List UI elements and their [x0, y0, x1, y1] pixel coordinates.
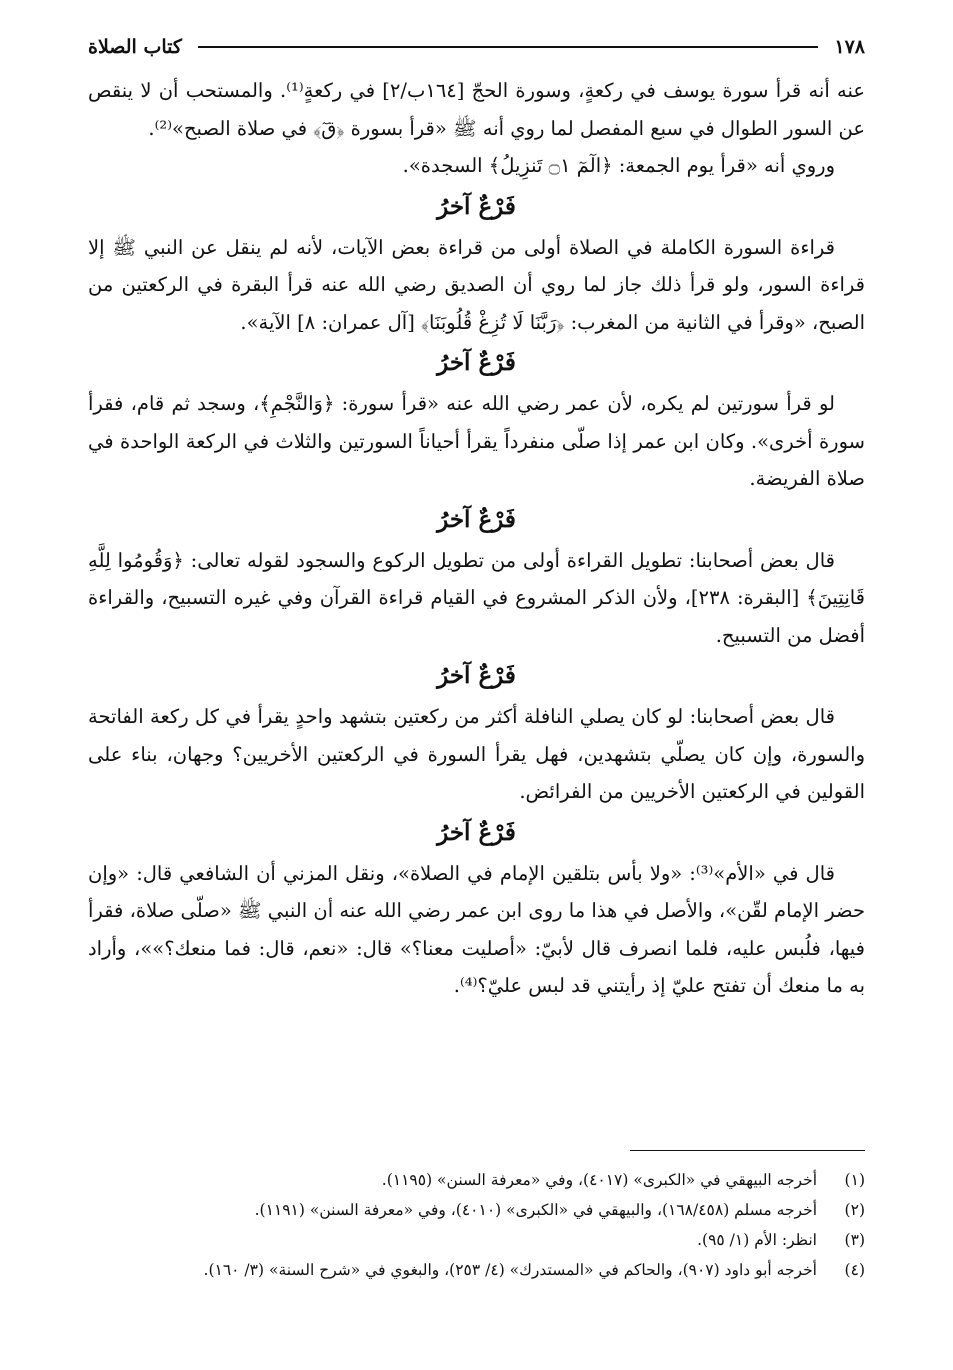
- footnote-separator: [630, 1150, 865, 1151]
- paragraph: قال بعض أصحابنا: تطويل القراءة أولى من تطويل الركوع والسجود لقوله تعالى: ﴿وَقُومُوا لِلَّهِ قَانِتِينَ﴾ [البقرة: ٢٣٨]، ولأن الذكر المشروع في القيام قراءة القرآن وفي غيره التسبيح، والقراءة أفضل من التسبيح.: [88, 548, 866, 647]
- footnote: [88, 1255, 865, 1285]
- paragraph: لو قرأ سورتين لم يكره، لأن عمر رضي الله عنه «قرأ سورة: ﴿وَالنَّجْمِ﴾، وسجد ثم قام، فقرأ سورة أخرى». وكان ابن عمر إذا صلّى منفرداً يقرأ أحياناً السورتين والثلاث في الركعة الواحدة في صلاة الفريضة.: [88, 392, 865, 490]
- main-text: [88, 72, 865, 1005]
- section-far: [88, 185, 865, 342]
- footnote-number: (٢): [844, 1201, 865, 1219]
- section-heading: فَرْعٌ آخرُ: [437, 662, 516, 689]
- section-heading: فَرْعٌ آخرُ: [437, 818, 516, 846]
- footnote-number: (١): [844, 1171, 865, 1189]
- page-number: ١٧٨: [834, 36, 865, 58]
- running-title: كتاب الصلاة: [88, 36, 182, 58]
- paragraph: قال بعض أصحابنا: لو كان يصلي النافلة أكثر من ركعتين بتشهد واحدٍ يقرأ في كل ركعة الفاتحة والسورة، وإن كان يصلّي بتشهدين، فهل يقرأ السورة في الركعتين الأخريين؟ وجهان، بناء على القولين في الركعتين الأخريين من الفرائض.: [88, 705, 865, 803]
- footnote: [88, 1165, 865, 1195]
- section-intro: [88, 72, 865, 185]
- book-page: [88, 30, 865, 1340]
- paragraph: قال في «الأم»⁽³⁾: «ولا بأس بتلقين الإمام في الصلاة»، ونقل المزني أن الشافعي قال: «وإن حضر الإمام لقّن»، والأصل في هذا ما روى ابن عمر رضي الله عنه أن النبي ﷺ «صلّى صلاة، فقرأ فيها، فلُبس عليه، فلما انصرف قال لأبيّ: «أصليت معنا؟» قال: «نعم، قال: فما منعك؟»»، وأراد به ما منعك أن تفتح عليّ إذ رأيتني قد لبس عليّ؟⁽⁴⁾.: [88, 861, 865, 997]
- footnote-text: أخرجه مسلم (١٦٨/٤٥٨)، والبيهقي في «الكبرى» (٤٠١٠)، وفي «معرفة السنن» (١١٩١).: [254, 1201, 817, 1219]
- footnote-number: (٤): [844, 1261, 865, 1279]
- section-heading: فَرْعٌ آخرُ: [437, 192, 516, 220]
- footnote-number: (٣): [844, 1231, 865, 1249]
- section-far: [88, 654, 865, 811]
- section-far: [88, 498, 865, 655]
- section-far: [88, 341, 865, 498]
- paragraph: وروي أنه «قرأ يوم الجمعة: ﴿الٓمٓ ۝١ تَنزِيلُ﴾ السجدة».: [402, 154, 835, 177]
- footnote-text: أخرجه أبو داود (٩٠٧)، والحاكم في «المستدرك» (٤/ ٢٥٣)، والبغوي في «شرح السنة» (٣/ ١٦٠).: [203, 1261, 817, 1279]
- section-far: [88, 811, 865, 1005]
- header-rule: [198, 46, 818, 48]
- footnotes: [88, 1150, 865, 1285]
- page-header: [88, 30, 865, 64]
- section-heading: فَرْعٌ آخرُ: [437, 505, 516, 533]
- footnote: [88, 1195, 865, 1225]
- section-heading: فَرْعٌ آخرُ: [437, 349, 516, 376]
- footnote-text: أخرجه البيهقي في «الكبرى» (٤٠١٧)، وفي «معرفة السنن» (١١٩٥).: [381, 1171, 817, 1189]
- paragraph: عنه أنه قرأ سورة يوسف في ركعةٍ، وسورة الحجّ [١٦٤ب/٢] في ركعةٍ⁽¹⁾. والمستحب أن لا ينقص عن السور الطوال في سبع المفصل لما روي أنه ﷺ «قرأ بسورة ﴿قٓ﴾ في صلاة الصبح»⁽²⁾.: [88, 79, 865, 140]
- footnote: [88, 1225, 865, 1255]
- paragraph: قراءة السورة الكاملة في الصلاة أولى من قراءة بعض الآيات، لأنه لم ينقل عن النبي ﷺ إلا قراءة السور، ولو قرأ ذلك جاز لما روي أن الصديق رضي الله عنه قرأ البقرة في الركعتين من الصبح، «وقرأ في الثانية من المغرب: ﴿رَبَّنَا لَا تُزِغْ قُلُوبَنَا﴾ [آل عمران: ٨] الآية».: [88, 235, 865, 334]
- footnote-text: انظر: الأم (١/ ٩٥).: [697, 1231, 817, 1249]
